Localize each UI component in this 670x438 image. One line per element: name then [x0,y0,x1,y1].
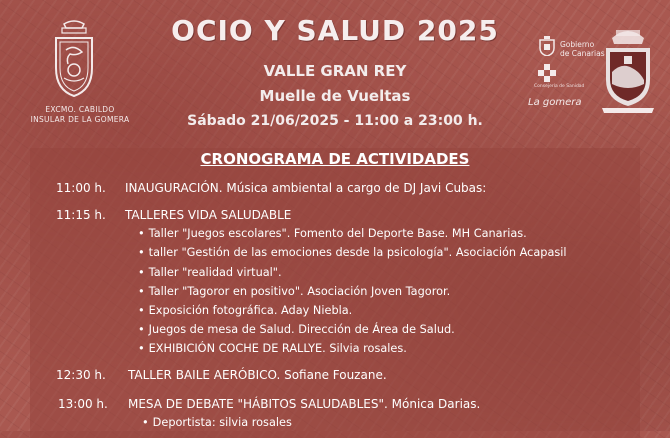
date-label: Sábado 21/06/2025 - 11:00 a 23:00 h. [187,113,483,129]
list-item-text: Taller "realidad virtual". [148,266,282,279]
cabildo-line1: EXCMO. CABILDO [45,105,115,114]
sanidad-cross-icon [538,64,556,82]
list-item: • Juegos de mesa de Salud. Dirección de Área de Salud. [138,323,455,336]
municipal-coat-of-arms-icon [598,22,658,114]
list-item: • Taller "Juegos escolares". Fomento del Deporte Base. MH Canarias. [138,227,527,240]
schedule-time: 11:15 h. [56,208,106,222]
list-item-text: Taller "Juegos escolares". Fomento del Deporte Base. MH Canarias. [148,227,527,240]
section-title: CRONOGRAMA DE ACTIVIDADES [200,150,470,168]
list-item: • taller "Gestión de las emociones desde la psicología". Asociación Acapasil [138,246,567,259]
list-item: • Deportista: silvia rosales [142,416,292,429]
list-item-text: EXHIBICIÓN COCHE DE RALLYE. Silvia rosales. [148,342,407,355]
schedule-time: 13:00 h. [58,397,108,411]
list-item: • Taller "realidad virtual". [138,266,282,279]
location-label: VALLE GRAN REY [263,62,407,80]
list-item-text: Deportista: silvia rosales [152,416,292,429]
list-item: • Exposición fotográfica. Aday Niebla. [138,304,353,317]
list-item: • Taller "Tagoror en positivo". Asociación Joven Tagoror. [138,285,451,298]
cabildo-coat-of-arms-icon [50,18,98,100]
sanidad-label: Consejería de Sanidad [534,84,585,89]
list-item-text: taller "Gestión de las emociones desde la psicología". Asociación Acapasil [148,246,567,259]
gobierno-line1: Gobierno [560,40,595,49]
schedule-time: 11:00 h. [56,181,106,195]
schedule-text: TALLERES VIDA SALUDABLE [125,208,292,222]
page-title: OCIO Y SALUD 2025 [171,14,499,47]
cabildo-line2: INSULAR DE LA GOMERA [30,115,130,124]
schedule-text: TALLER BAILE AERÓBICO. Sofiane Fouzane. [128,368,387,382]
schedule-text: MESA DE DEBATE "HÁBITOS SALUDABLES". Mónica Darias. [128,397,481,411]
list-item-text: Exposición fotográfica. Aday Niebla. [148,304,353,317]
cabildo-label [25,105,135,125]
venue-label: Muelle de Vueltas [259,87,411,105]
list-item: • EXHIBICIÓN COCHE DE RALLYE. Silvia rosales. [138,342,407,355]
list-item-text: Juegos de mesa de Salud. Dirección de Área de Salud. [148,323,455,336]
schedule-text: INAUGURACIÓN. Música ambiental a cargo de DJ Javi Cubas: [125,181,487,195]
gobierno-line2: de Canarias [560,49,605,58]
gomera-label: La gomera [528,97,582,108]
list-item-text: Taller "Tagoror en positivo". Asociación Joven Tagoror. [148,285,451,298]
schedule-time: 12:30 h. [56,368,106,382]
gobierno-shield-icon [538,36,556,56]
